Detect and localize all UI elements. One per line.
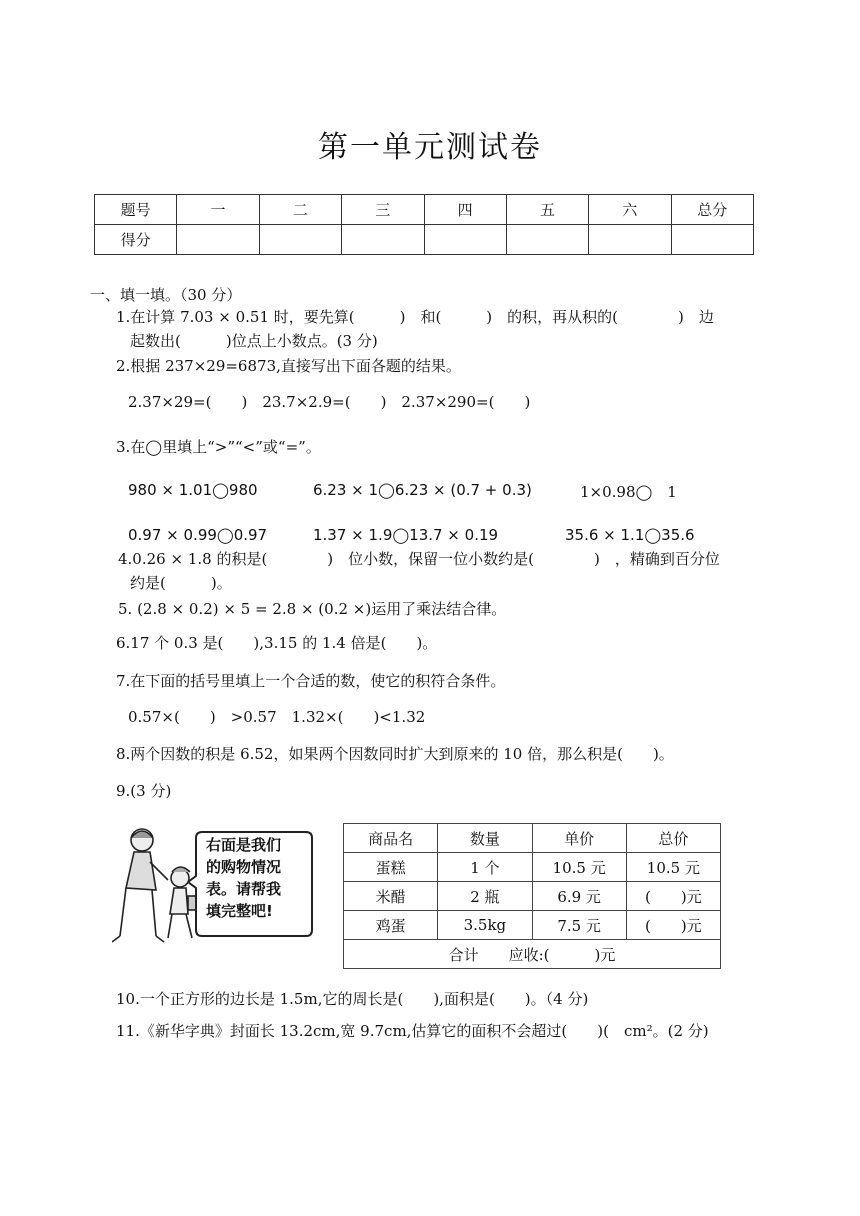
score-table-header-row bbox=[95, 195, 754, 225]
shop-cell-answer[interactable]: ( )元 bbox=[626, 882, 720, 911]
score-cell[interactable] bbox=[342, 225, 424, 255]
shop-cell: 米醋 bbox=[344, 882, 438, 911]
question-1-line-2: 起数出( )位点上小数点。(3 分) bbox=[130, 332, 378, 350]
question-6: 6.17 个 0.3 是( ),3.15 的 1.4 倍是( )。 bbox=[116, 634, 438, 652]
shopping-table bbox=[343, 823, 721, 969]
bubble-line: 右面是我们 bbox=[206, 836, 282, 854]
question-9: 9.(3 分) bbox=[116, 782, 172, 800]
shop-header-cell: 数量 bbox=[438, 824, 532, 853]
shop-cell: 3.5kg bbox=[438, 911, 532, 940]
question-10: 10.一个正方形的边长是 1.5m,它的周长是( ),面积是( )。（4 分) bbox=[116, 990, 589, 1008]
score-table-score-row bbox=[95, 225, 754, 255]
table-row bbox=[344, 882, 721, 911]
score-header-cell: 二 bbox=[259, 195, 341, 225]
question-7: 7.在下面的括号里填上一个合适的数，使它的积符合条件。 bbox=[116, 672, 506, 690]
bubble-line: 的购物情况 bbox=[206, 858, 282, 876]
shop-cell: 2 瓶 bbox=[438, 882, 532, 911]
question-3: 3.在◯里填上“>”“<”或“=”。 bbox=[116, 438, 321, 456]
section-heading: 一、填一填。（30 分） bbox=[90, 286, 242, 304]
score-cell[interactable] bbox=[589, 225, 671, 255]
table-row bbox=[344, 911, 721, 940]
score-cell[interactable] bbox=[177, 225, 259, 255]
shopping-table-total-row bbox=[344, 940, 721, 969]
question-8: 8.两个因数的积是 6.52，如果两个因数同时扩大到原来的 10 倍，那么积是( )。 bbox=[116, 745, 674, 763]
score-header-cell: 总分 bbox=[671, 195, 753, 225]
score-header-cell: 四 bbox=[424, 195, 506, 225]
shop-cell-answer[interactable]: ( )元 bbox=[626, 911, 720, 940]
page-title: 第一单元测试卷 bbox=[318, 130, 542, 165]
question-3-item: 0.97 × 0.99◯0.97 bbox=[128, 526, 268, 544]
question-5: 5. (2.8 × 0.2) × 5 = 2.8 × (0.2 ×)运用了乘法结合律。 bbox=[118, 600, 507, 618]
question-2: 2.根据 237×29=6873,直接写出下面各题的结果。 bbox=[116, 357, 461, 375]
score-table bbox=[94, 194, 754, 255]
score-header-cell: 三 bbox=[342, 195, 424, 225]
score-header-cell: 一 bbox=[177, 195, 259, 225]
question-3-item: 6.23 × 1◯6.23 × (0.7 + 0.3) bbox=[313, 481, 532, 499]
score-row-label: 得分 bbox=[95, 225, 177, 255]
shop-total-cell[interactable]: 合计 应收:( )元 bbox=[344, 940, 721, 969]
shopping-table-header bbox=[344, 824, 721, 853]
question-7-items: 0.57×( ) >0.57 1.32×( )<1.32 bbox=[128, 708, 426, 726]
question-3-item: 1.37 × 1.9◯13.7 × 0.19 bbox=[313, 526, 499, 544]
score-header-cell: 五 bbox=[506, 195, 588, 225]
question-4-line-2: 约是( )。 bbox=[130, 574, 232, 592]
shop-cell: 鸡蛋 bbox=[344, 911, 438, 940]
shop-header-cell: 商品名 bbox=[344, 824, 438, 853]
shop-cell: 蛋糕 bbox=[344, 853, 438, 882]
question-3-item: 1×0.98◯ 1 bbox=[580, 483, 677, 501]
question-3-item: 35.6 × 1.1◯35.6 bbox=[565, 526, 695, 544]
speech-bubble-text bbox=[206, 834, 316, 922]
score-header-cell: 六 bbox=[589, 195, 671, 225]
table-row bbox=[344, 853, 721, 882]
score-cell[interactable] bbox=[259, 225, 341, 255]
question-3-item: 980 × 1.01◯980 bbox=[128, 481, 258, 499]
shop-header-cell: 单价 bbox=[532, 824, 626, 853]
shop-cell: 1 个 bbox=[438, 853, 532, 882]
question-2-items: 2.37×29=( ) 23.7×2.9=( ) 2.37×290=( ) bbox=[128, 393, 531, 411]
score-cell[interactable] bbox=[671, 225, 753, 255]
question-4-line-1: 4.0.26 × 1.8 的积是( ) 位小数，保留一位小数约是( ) ，精确到百分位 bbox=[118, 550, 720, 568]
shop-cell: 10.5 元 bbox=[626, 853, 720, 882]
shop-cell: 6.9 元 bbox=[532, 882, 626, 911]
bubble-line: 填完整吧! bbox=[206, 902, 273, 920]
question-1-line-1: 1.在计算 7.03 × 0.51 时，要先算( ) 和( ) 的积，再从积的( ) 边 bbox=[116, 308, 714, 326]
score-cell[interactable] bbox=[424, 225, 506, 255]
bubble-line: 表。请帮我 bbox=[206, 880, 282, 898]
shop-header-cell: 总价 bbox=[626, 824, 720, 853]
shop-cell: 7.5 元 bbox=[532, 911, 626, 940]
shop-cell: 10.5 元 bbox=[532, 853, 626, 882]
score-header-cell: 题号 bbox=[95, 195, 177, 225]
question-11: 11.《新华字典》封面长 13.2cm,宽 9.7cm,估算它的面积不会超过( )( cm²。(2 分) bbox=[116, 1022, 709, 1040]
score-cell[interactable] bbox=[506, 225, 588, 255]
